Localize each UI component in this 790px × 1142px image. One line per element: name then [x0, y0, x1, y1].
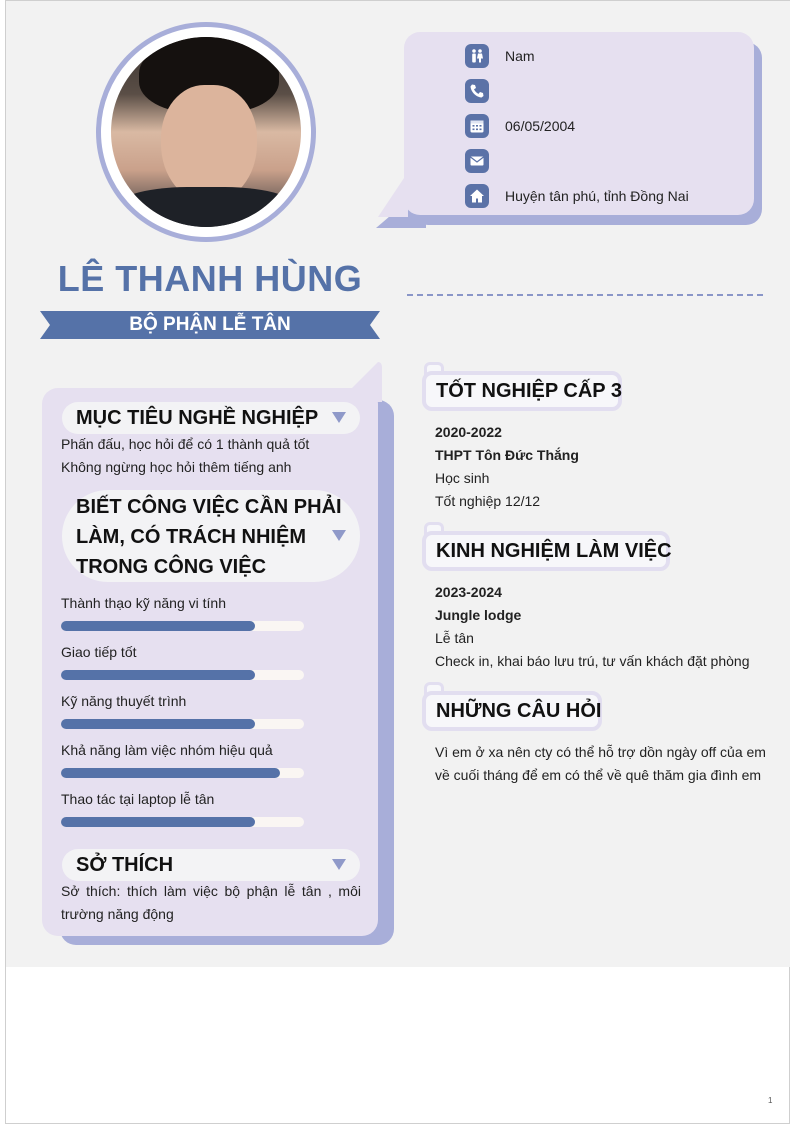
contact-gender — [465, 44, 535, 68]
education-title: TỐT NGHIỆP CẤP 3 — [436, 380, 622, 402]
skill-label: Thao tác tại laptop lễ tân — [61, 791, 215, 807]
hobbies-text: Sở thích: thích làm việc bộ phận lễ tân , môi trường năng động — [61, 883, 361, 922]
phone-icon — [465, 79, 489, 103]
experience-period: 2023-2024 — [435, 584, 502, 600]
skill-label: Kỹ năng thuyết trình — [61, 693, 187, 709]
calendar-icon — [465, 114, 489, 138]
page-number: 1 — [768, 1096, 773, 1105]
gender-value: Nam — [505, 48, 535, 64]
home-icon — [465, 184, 489, 208]
education-period: 2020-2022 — [435, 424, 502, 440]
skill-bar — [61, 719, 304, 729]
questions-header — [422, 691, 602, 731]
left-panel-notch — [352, 362, 382, 402]
contact-phone — [465, 79, 489, 103]
position-title: BỘ PHẬN LỄ TÂN — [129, 314, 291, 335]
position-ribbon — [40, 307, 380, 343]
objective-line: Phấn đấu, học hỏi để có 1 thành quả tốt — [61, 436, 310, 452]
skills-title-line: BIẾT CÔNG VIỆC CẦN PHẢI — [76, 496, 342, 518]
contact-email — [465, 149, 489, 173]
skill-bar — [61, 768, 304, 778]
skill-bar-fill — [61, 719, 255, 729]
skill-bar-fill — [61, 817, 255, 827]
gender-icon — [465, 44, 489, 68]
questions-title: NHỮNG CÂU HỎI — [436, 700, 602, 722]
education-header — [422, 371, 622, 411]
skill-bar-fill — [61, 621, 255, 631]
contact-address — [465, 184, 689, 208]
objective-title: MỤC TIÊU NGHỀ NGHIỆP — [76, 407, 319, 429]
experience-header — [422, 531, 670, 571]
experience-detail: Check in, khai báo lưu trú, tư vấn khách đặt phòng — [435, 653, 750, 669]
hobbies-header — [62, 849, 360, 881]
objective-header — [62, 402, 360, 434]
skills-title-line: LÀM, CÓ TRÁCH NHIỆM — [76, 526, 306, 548]
profile-photo — [111, 37, 301, 227]
skill-bar — [61, 817, 304, 827]
collapse-triangle-icon — [332, 859, 346, 870]
address-value: Huyện tân phú, tỉnh Đồng Nai — [505, 188, 689, 204]
education-detail: Tốt nghiệp 12/12 — [435, 493, 541, 509]
education-school: THPT Tôn Đức Thắng — [435, 447, 579, 463]
education-role: Học sinh — [435, 470, 490, 486]
collapse-triangle-icon — [332, 530, 346, 541]
skill-bar-fill — [61, 670, 255, 680]
email-icon — [465, 149, 489, 173]
contact-bubble-tail — [378, 172, 408, 217]
skill-bar-fill — [61, 768, 280, 778]
birthday-value: 06/05/2004 — [505, 118, 576, 134]
skills-title-line: TRONG CÔNG VIỆC — [76, 556, 267, 578]
objective-line: Không ngừng học hỏi thêm tiếng anh — [61, 459, 292, 475]
experience-role: Lễ tân — [435, 630, 474, 646]
skill-bar — [61, 670, 304, 680]
experience-company: Jungle lodge — [435, 607, 522, 623]
avatar — [96, 22, 316, 242]
candidate-name: LÊ THANH HÙNG — [57, 258, 363, 299]
skill-label: Giao tiếp tốt — [61, 644, 137, 660]
experience-title: KINH NGHIỆM LÀM VIỆC — [436, 540, 672, 562]
dashed-divider — [407, 294, 763, 296]
collapse-triangle-icon — [332, 412, 346, 423]
skill-bar — [61, 621, 304, 631]
hobbies-title: SỞ THÍCH — [76, 854, 174, 876]
contact-birthday — [465, 114, 576, 138]
skill-label: Khả năng làm việc nhóm hiệu quả — [61, 742, 273, 758]
questions-text: Vì em ở xa nên cty có thể hỗ trợ dồn ngày off của em về cuối tháng để em có thể về quê thăm gia đình em — [435, 744, 766, 783]
skills-header — [62, 490, 360, 582]
skill-label: Thành thạo kỹ năng vi tính — [61, 595, 226, 611]
